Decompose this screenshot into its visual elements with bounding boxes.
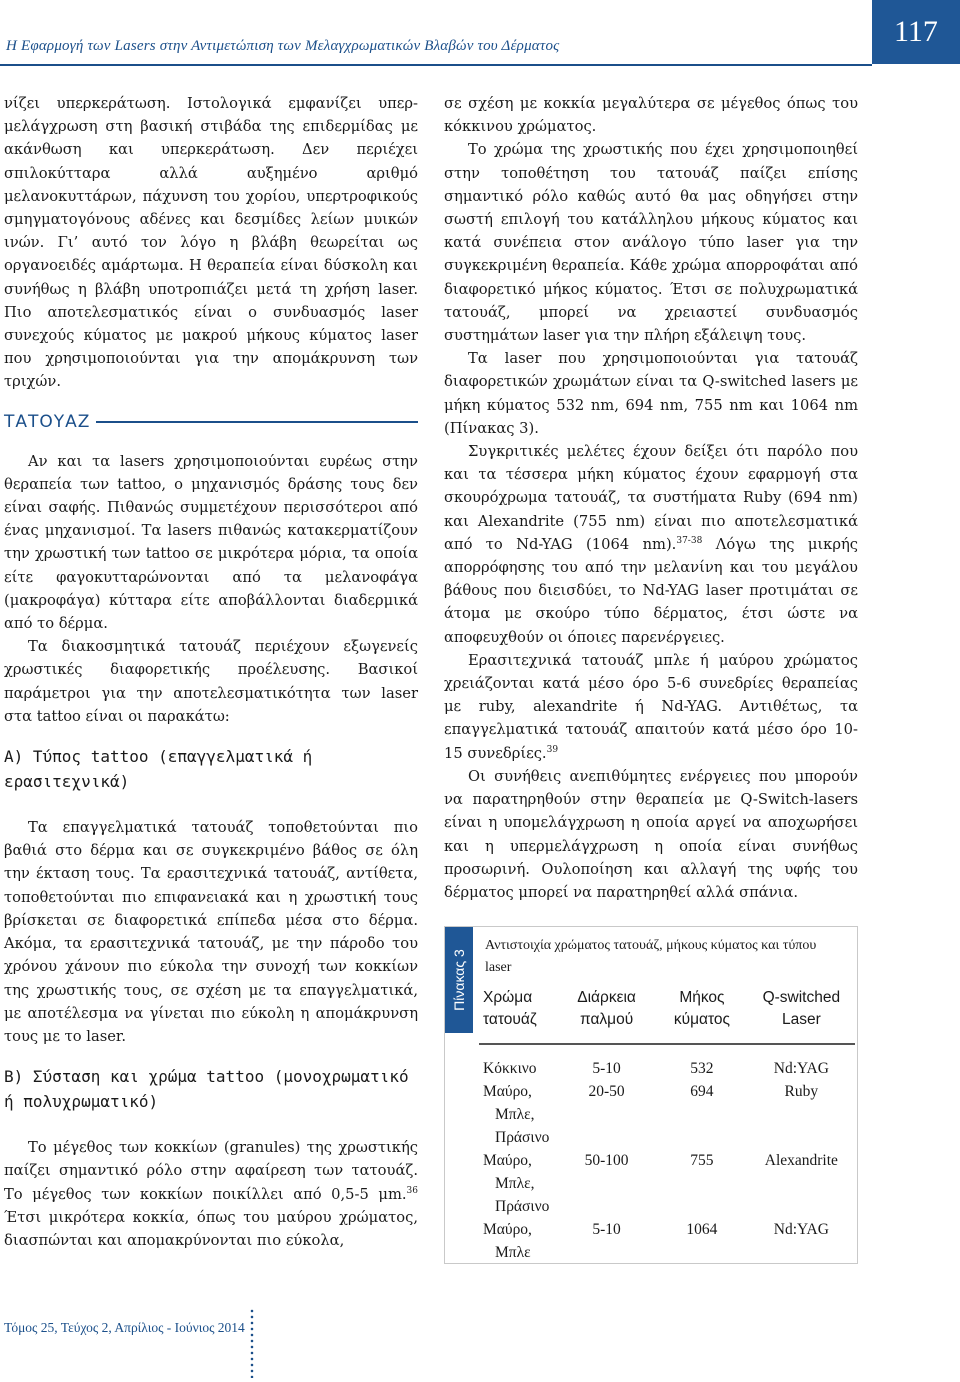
cell-text: Πράσινο [495, 1198, 550, 1215]
paragraph: νίζει υπερκεράτωση. Ιστολογικά εμφανίζει υπερ-μελάγχρωση στη βασική στιβάδα της επιδερμίδας με ακάνθωση και υπερκεράτωση. Δεν περιέχει σπιλοκύτταρα αλλά αυξημένο αριθμό μελανοκυττάρων, πάχυνση του χορίου, υπερτροφικούς σμηγματογόνους αδένες και δεσμίδες λείων μυικών ινών. Γι’ αυτό τον λόγο η βλάβη θεωρείται ως οργανοειδές αμάρτωμα. Η θεραπεία είναι δύσκολη και συνήθως η βλάβη υποτροπιάζει μετά τη χρήση laser. Πιο αποτελεσματικός είναι ο συνδυασμός laser συνεχούς κύματος με μακρού μήκους κύματος laser που χρησιμοποιούνται για την απομάκρυνση των τριχών. [4, 95, 418, 391]
cell-pulse: 5-10 [592, 1060, 621, 1077]
paragraph: Τα επαγγελματικά τατουάζ τοποθετούνται πιο βαθιά στο δέρμα και σε συγκεκριμένο βάθος σε όλη την έκταση τους. Τα ερασιτεχνικά τατουάζ, αντίθετα, τοποθετούνται πιο επιφανειακά και η χρωστική τους βρίσκεται σε διαφορετικά επίπεδα μέσα στο δέρμα. Ακόμα, τα ερασιτεχνικά τατουάζ, με την πάροδο του χρόνου χάνουν πιο εύκολα την συνοχή των κοκκίων της χρωστικής τους, σε σχέση με τα επαγγελματικά, με αποτέλεσμα να γίνεται πιο εύκολη η απομάκρυνση τους με το laser. [4, 819, 418, 1045]
header-divider [0, 64, 872, 66]
cell-pulse: 20-50 [588, 1083, 625, 1100]
column-header: Q-switched Laser [748, 985, 855, 1044]
paragraph [444, 649, 858, 765]
column-header: Μήκος κύματος [656, 985, 748, 1044]
cell-text: Μπλε, [495, 1106, 535, 1123]
paragraph-text: Το μέγεθος των κοκκίων (granules) της χρωστικής παίζει σημαντικό ρόλο στην αφαίρεση των τατουάζ. Το μέγεθος των κοκκίων ποικίλλει από 0,5-5 μm. [4, 1139, 418, 1203]
table-row [479, 1080, 855, 1149]
cell-colour [479, 1218, 557, 1264]
cell-laser: Nd:YAG [773, 1221, 829, 1238]
table-row [479, 1149, 855, 1218]
paragraph-text: Έτσι μικρότερα κοκκία, όπως του μαύρου χρώματος, διασπώνται και απομακρύνονται πιο εύκολα, [4, 1208, 418, 1249]
cell-colour [479, 1149, 557, 1218]
paragraph-text: Λόγω της μικρής απορρόφησης του από την μελανίνη και του μεγάλου βάθους που διεισδύει, το Nd-YAG laser προτιμάται σε άτομα με σκούρο τύπο δέρματος, έτσι ώστε να αποφευχθούν οι όποιες παρενέργειες. [444, 535, 858, 646]
paragraph [444, 440, 858, 649]
cell-text: Μαύρο, [483, 1221, 532, 1238]
cell-colour [479, 1080, 557, 1149]
paragraph: Τα laser που χρησιμοποιούνται για τατουάζ διαφορετικών χρωμάτων είναι τα Q-switched lasers με μήκη κύματος 532 nm, 694 nm, 755 nm και 1064 nm (Πίνακας 3). [444, 350, 858, 437]
section-heading-rule [96, 421, 418, 423]
paragraph-text: Συγκριτικές μελέτες έχουν δείξει ότι παρόλο που και τα τέσσερα μήκη κύματος έχουν εφαρμογή στα σκουρόχρωμα τατουάζ, τα συστήματα Ruby (694 nm) και Alexandrite (755 nm) είναι πιο αποτελεσματικά από το Nd-YAG (1064 nm). [444, 443, 858, 553]
column-header: Διάρκεια παλμού [557, 985, 656, 1044]
cell-colour [479, 1044, 557, 1080]
column-header: Χρώμα τατουάζ [479, 985, 557, 1044]
cell-text: Πράσινο [495, 1129, 550, 1146]
cell-wavelength: 532 [690, 1060, 714, 1077]
citation-ref: 37-38 [676, 535, 703, 546]
footer-citation: Τόμος 25, Τεύχος 2, Απρίλιος - Ιούνιος 2014 [4, 1320, 245, 1335]
citation-ref: 39 [546, 744, 559, 755]
paragraph [4, 1136, 418, 1252]
cell-laser: Alexandrite [764, 1152, 838, 1169]
paragraph-text: Ερασιτεχνικά τατουάζ μπλε ή μαύρου χρώματος χρειάζονται κατά μέσο όρο 5-6 συνεδρίες θεραπείας με ruby, alexandrite ή Nd-YAG. Αντιθέτως, τα επαγγελματικά τατουάζ απαιτούν κατά μέσο όρο 10-15 συνεδρίες. [444, 651, 858, 762]
cell-wavelength: 755 [690, 1152, 714, 1169]
cell-pulse: 50-100 [584, 1152, 629, 1169]
table-row [479, 1044, 855, 1080]
cell-text: Κόκκινο [483, 1060, 537, 1077]
cell-text: Μαύρο, [483, 1152, 532, 1169]
cell-pulse: 5-10 [592, 1221, 621, 1238]
data-table [479, 985, 855, 1264]
table-header-row [479, 985, 855, 1044]
running-title: Η Εφαρμογή των Lasers στην Αντιμετώπιση των Μελαγχρωματικών Βλαβών του Δέρματος [6, 38, 560, 54]
citation-ref: 36 [406, 1185, 418, 1196]
section-heading-label: ΤΑΤΟΥΑΖ [4, 411, 91, 432]
paragraph: σε σχέση με κοκκία μεγαλύτερα σε μέγεθος όπως του κόκκινου χρώματος. [444, 95, 858, 136]
table-3 [444, 926, 858, 1264]
subheading-b: Β) Σύσταση και χρώμα tattoo (μονοχρωματικό ή πολυχρωματικό) [4, 1067, 409, 1112]
cell-wavelength: 694 [690, 1083, 714, 1100]
footer-dotted-divider [250, 1308, 254, 1378]
table-row [479, 1218, 855, 1264]
cell-text: Μαύρο, [483, 1083, 532, 1100]
table-label: Πίνακας 3 [451, 949, 467, 1011]
cell-text: Μπλε [495, 1244, 531, 1261]
paragraph: Τα διακοσμητικά τατουάζ περιέχουν εξωγενείς χρωστικές διαφορετικής προέλευσης. Βασικοί παράμετροι για την αποτελεσματικότητα των laser στα tattoo είναι οι παρακάτω: [4, 638, 418, 725]
section-heading [4, 412, 418, 432]
page-number: 117 [872, 0, 960, 64]
cell-laser: Ruby [784, 1083, 819, 1100]
paragraph: Αν και τα lasers χρησιμοποιούνται ευρέως στην θεραπεία των tattoo, ο μηχανισμός δράσης τους δεν είναι σαφής. Πιθανώς συμμετέχουν περισσότεροι από ένας μηχανισμοί. Τα lasers πιθανώς κατακερματίζουν την χρωστική των tattoo σε μικρότερα μόρια, τα οποία είτε φαγοκυτταρώνονται από τα μελανοφάγα (μακροφάγα) κύτταρα είτε αποβάλλονται διαδερμικά από το δέρμα. [4, 452, 418, 633]
subheading-a: Α) Τύπος tattoo (επαγγελματικά ή ερασιτεχνικά) [4, 747, 313, 792]
table-caption: Αντιστοιχία χρώματος τατουάζ, μήκους κύματος και τύπου laser [485, 938, 817, 975]
paragraph: Οι συνήθεις ανεπιθύμητες ενέργειες που μπορούν να παρατηρηθούν στην θεραπεία με Q-Switch-lasers είναι η υπομελάγχρωση η οποία αργεί να αποχωρήσει και η υπερμελάγχρωση η οποία είναι συνήθως προσωρινή. Ουλοποίηση και αλλαγή της υφής του δέρματος μπορεί να παρατηρηθεί αλλά σπάνια. [444, 767, 858, 901]
right-column [444, 92, 858, 904]
cell-text: Μπλε, [495, 1175, 535, 1192]
cell-laser: Nd:YAG [773, 1060, 829, 1077]
left-column [4, 92, 418, 1252]
cell-wavelength: 1064 [686, 1221, 718, 1238]
paragraph: Το χρώμα της χρωστικής που έχει χρησιμοποιηθεί στην τοποθέτηση του τατουάζ παίζει επίσης σημαντικό ρόλο καθώς αυτό θα μας οδηγήσει στην σωστή επιλογή του κατάλληλου μήκους κύματος και κατά συνέπεια στον ανάλογο τύπο laser για την συγκεκριμένη θεραπεία. Κάθε χρώμα απορροφάται από διαφορετικό μήκος κύματος. Έτσι σε πολυχρωματικά τατουάζ, μπορεί να χρειαστεί συνδυασμός συστημάτων laser για την πλήρη εξάλειψη τους. [444, 141, 858, 345]
table-side-strip [445, 927, 473, 1263]
